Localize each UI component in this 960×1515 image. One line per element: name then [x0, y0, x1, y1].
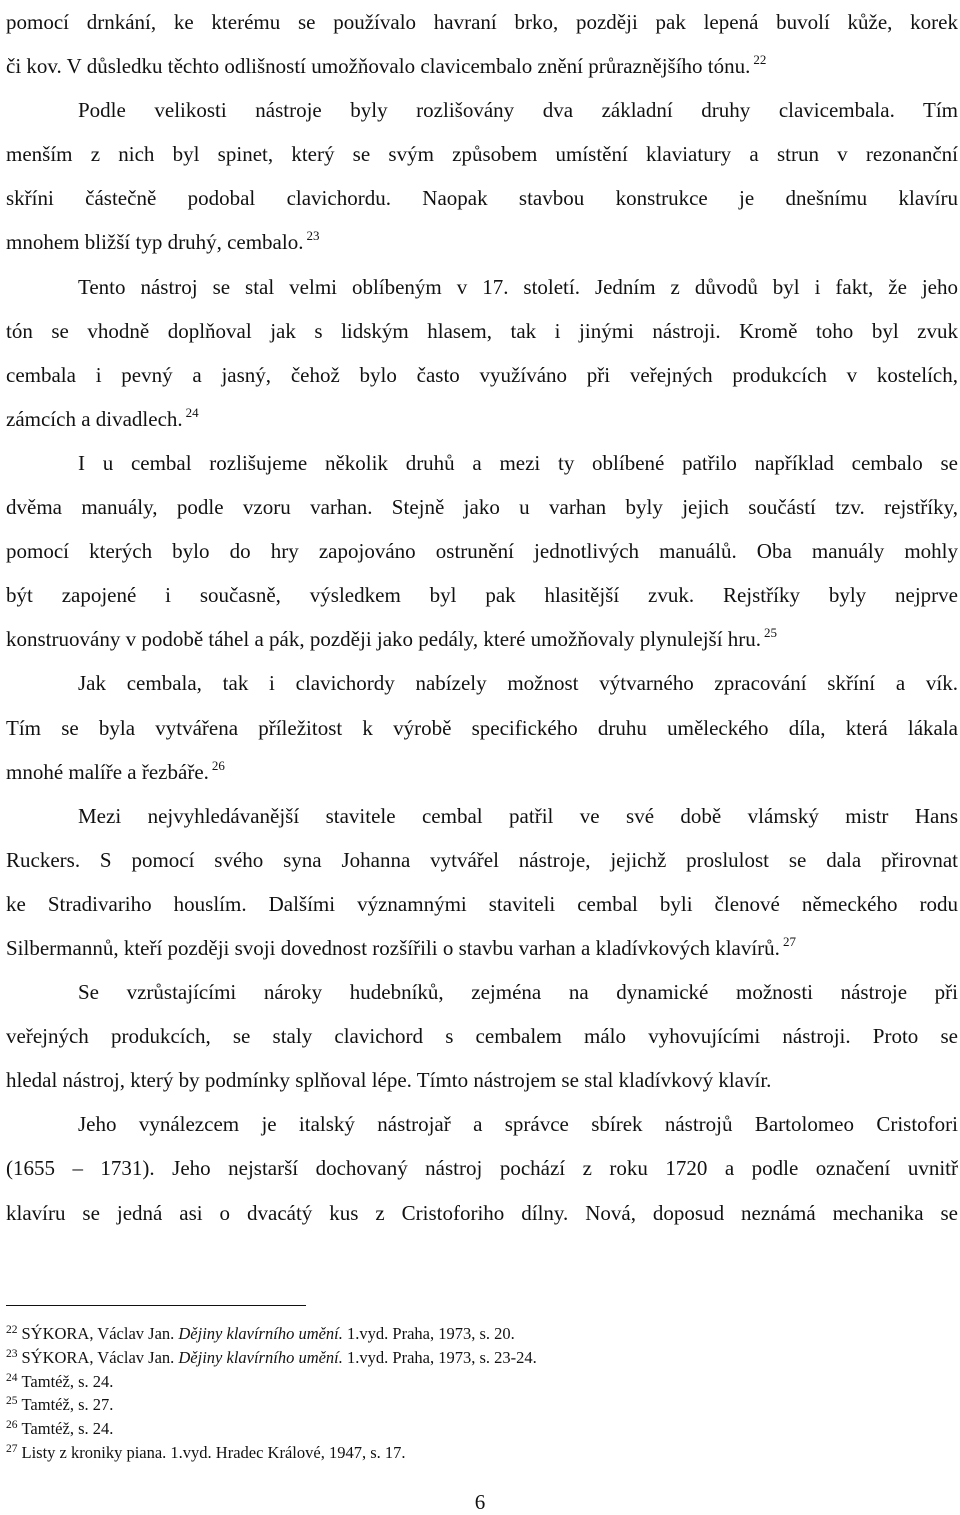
line-text: menším z nich byl spinet, který se svým způsobem umístění klaviatury a strun v rezonanční	[6, 142, 958, 167]
footnote	[6, 1441, 946, 1465]
text-line	[6, 529, 958, 573]
footnote-author: SÝKORA, Václav Jan.	[21, 1324, 179, 1343]
text-line	[6, 1102, 958, 1146]
line-text: či kov. V důsledku těchto odlišností umožňovalo clavicembalo znění průraznějšího tónu.	[6, 54, 751, 79]
footnote-text: Tamtéž, s. 27.	[21, 1395, 114, 1415]
text-line	[6, 485, 958, 529]
text-line	[6, 132, 958, 176]
footnote	[6, 1322, 946, 1346]
text-line	[6, 88, 958, 132]
text-line	[6, 706, 958, 750]
footnote-ref: 22	[753, 52, 767, 68]
footnote-number: 23	[6, 1347, 18, 1360]
text-line	[6, 1058, 958, 1102]
line-text: konstruovány v podobě táhel a pák, později jako pedály, které umožňovaly plynulejší hru.	[6, 627, 762, 652]
line-text: veřejných produkcích, se staly clavichord s cembalem málo vyhovujícími nástroji. Proto se	[6, 1024, 958, 1049]
footnote-ref: 23	[306, 228, 320, 244]
line-text: Mezi nejvyhledávanější stavitele cembal patřil ve své době vlámský mistr Hans	[78, 803, 958, 828]
text-line	[6, 1191, 958, 1235]
footnote-number: 27	[6, 1442, 18, 1455]
text-line	[6, 750, 958, 794]
text-line	[6, 176, 958, 220]
text-line	[6, 353, 958, 397]
footnotes	[6, 1322, 946, 1465]
line-text: pomocí drnkání, ke kterému se používalo havraní brko, později pak lepená buvolí kůže, korek	[6, 10, 958, 34]
footnote-title: Dějiny klavírního umění.	[178, 1324, 343, 1343]
line-text: skříni částečně podobal clavichordu. Naopak stavbou konstrukce je dnešnímu klavíru	[6, 186, 958, 211]
footnote	[6, 1346, 946, 1370]
footnote-ref: 27	[782, 933, 796, 949]
line-text: Jeho vynálezcem je italský nástrojař a správce sbírek nástrojů Bartolomeo Cristofori	[78, 1112, 958, 1137]
line-text: Jak cembala, tak i clavichordy nabízely možnost výtvarného zpracování skříní a vík.	[78, 671, 958, 696]
text-line	[6, 220, 958, 264]
line-text: ke Stradivariho houslím. Dalšími významnými staviteli cembal byli členové německého rodu	[6, 891, 958, 916]
line-text: Podle velikosti nástroje byly rozlišovány dva základní druhy clavicembala. Tím	[78, 98, 958, 123]
text-line	[6, 0, 958, 44]
line-text: být zapojené i současně, výsledkem byl pak hlasitější zvuk. Rejstříky byly nejprve	[6, 583, 958, 608]
line-text: tón se vhodně doplňoval jak s lidským hlasem, tak i jinými nástroji. Kromě toho byl zvuk	[6, 318, 958, 343]
line-text: Se vzrůstajícími nároky hudebníků, zejména na dynamické možnosti nástroje při	[78, 980, 958, 1005]
line-text: mnohé malíře a řezbáře.	[6, 759, 209, 784]
footnote-text: Listy z kroniky piana. 1.vyd. Hradec Králové, 1947, s. 17.	[21, 1442, 406, 1462]
footnote-ref: 25	[764, 625, 778, 641]
footnote-text: Tamtéž, s. 24.	[21, 1371, 114, 1391]
footnote-ref: 24	[185, 404, 199, 420]
footnote-details: 1.vyd. Praha, 1973, s. 23-24.	[342, 1347, 537, 1367]
text-line	[6, 1014, 958, 1058]
footnote-number: 22	[6, 1324, 18, 1336]
footnote-number: 24	[6, 1371, 18, 1384]
footnote	[6, 1417, 946, 1441]
text-line	[6, 661, 958, 705]
line-text: dvěma manuály, podle vzoru varhan. Stejně jako u varhan byly jejich součástí tzv. rejstříky,	[6, 495, 958, 520]
line-text: cembala i pevný a jasný, čehož bylo často využíváno při veřejných produkcích v kostelích,	[6, 362, 958, 387]
text-line	[6, 838, 958, 882]
footnote	[6, 1370, 946, 1394]
text-line	[6, 44, 958, 88]
text-line	[6, 265, 958, 309]
footnote	[6, 1393, 946, 1417]
line-text: klavíru se jedná asi o dvacátý kus z Cristoforiho dílny. Nová, doposud neznámá mechanika se	[6, 1200, 958, 1225]
text-line	[6, 926, 958, 970]
footnote-text: Tamtéž, s. 24.	[21, 1419, 114, 1439]
line-text: hledal nástroj, který by podmínky splňoval lépe. Tímto nástrojem se stal kladívkový klavír.	[6, 1068, 772, 1093]
footnote-ref: 26	[211, 757, 225, 773]
text-line	[6, 309, 958, 353]
footnote-number: 25	[6, 1395, 18, 1408]
footnote-number: 26	[6, 1419, 18, 1432]
footnote-details: 1.vyd. Praha, 1973, s. 20.	[342, 1324, 515, 1343]
line-text: pomocí kterých bylo do hry zapojováno ostrunění jednotlivých manuálů. Oba manuály mohly	[6, 539, 958, 564]
footnote-title: Dějiny klavírního umění.	[178, 1347, 343, 1367]
text-line	[6, 617, 958, 661]
footnote-author: SÝKORA, Václav Jan.	[21, 1347, 179, 1367]
line-text: zámcích a divadlech.	[6, 406, 183, 431]
line-text: I u cembal rozlišujeme několik druhů a mezi ty oblíbené patřilo například cembalo se	[78, 450, 958, 475]
line-text: Tím se byla vytvářena příležitost k výrobě specifického druhu uměleckého díla, která lákala	[6, 715, 958, 740]
line-text: Ruckers. S pomocí svého syna Johanna vytvářel nástroje, jejichž proslulost se dala přirovnat	[6, 847, 958, 872]
text-line	[6, 794, 958, 838]
text-line	[6, 1146, 958, 1190]
text-line	[6, 573, 958, 617]
text-line	[6, 397, 958, 441]
text-line	[6, 970, 958, 1014]
text-line	[6, 882, 958, 926]
line-text: (1655 – 1731). Jeho nejstarší dochovaný nástroj pochází z roku 1720 a podle označení uvnitř	[6, 1156, 958, 1181]
line-text: Tento nástroj se stal velmi oblíbeným v 17. století. Jedním z důvodů byl i fakt, že jeho	[78, 274, 958, 299]
text-line	[6, 441, 958, 485]
body-text	[6, 0, 958, 1235]
page-number: 6	[474, 1490, 486, 1514]
line-text: mnohem bližší typ druhý, cembalo.	[6, 230, 304, 255]
footnote-separator	[6, 1305, 306, 1306]
line-text: Silbermannů, kteří později svoji dovednost rozšířili o stavbu varhan a kladívkových klavírů.	[6, 935, 780, 960]
